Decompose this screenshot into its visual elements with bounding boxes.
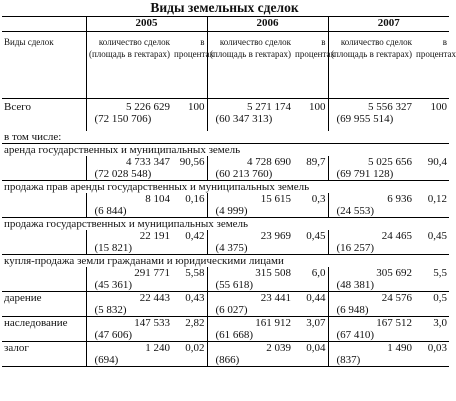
label-spacer — [2, 267, 86, 292]
value-cell-2007 — [328, 230, 414, 255]
table-row — [2, 230, 449, 255]
deal-area: (4 999) — [215, 205, 248, 217]
category-label-row — [2, 144, 449, 157]
deal-area: (6 844) — [94, 205, 127, 217]
deal-pct: 0,03 — [427, 342, 447, 354]
total-pct-2006 — [293, 99, 328, 132]
year-header-2005: 2005 — [86, 17, 207, 32]
deal-count: 5 226 629 — [126, 101, 170, 113]
value-cell-2007 — [328, 193, 414, 218]
table-row — [2, 156, 449, 181]
deal-count: 6 936 — [387, 193, 412, 205]
total-cell-2006 — [207, 99, 293, 132]
deal-area: (47 606) — [94, 329, 133, 341]
value-cell-2005 — [86, 317, 172, 342]
deal-count: 23 441 — [260, 292, 291, 304]
deal-area: (55 618) — [215, 279, 254, 291]
deal-pct: 100 — [430, 101, 447, 113]
category-label-row — [2, 255, 449, 268]
category-label: продажа государственных и муниципальных земель — [4, 218, 249, 230]
value-cell-2006 — [207, 292, 293, 317]
table-row — [2, 317, 449, 342]
deal-pct: 0,5 — [433, 292, 447, 304]
pct-cell-2005 — [172, 230, 207, 255]
deal-pct: 0,43 — [185, 292, 205, 304]
label-spacer — [2, 193, 86, 218]
deal-count: 147 533 — [134, 317, 170, 329]
deal-area: (6 027) — [215, 304, 248, 316]
deal-area: (866) — [215, 354, 240, 366]
deal-pct: 90,56 — [179, 156, 205, 168]
deal-count: 5 025 656 — [368, 156, 412, 168]
value-header-2005: количество сделок (площадь в гектарах) — [86, 32, 172, 99]
deal-area: (15 821) — [94, 242, 133, 254]
pct-cell-2005 — [172, 267, 207, 292]
value-cell-2006 — [207, 156, 293, 181]
deal-pct: 0,42 — [185, 230, 205, 242]
value-cell-2006 — [207, 267, 293, 292]
deal-area: (69 955 514) — [336, 113, 394, 125]
table-row — [2, 267, 449, 292]
deal-pct: 0,3 — [311, 193, 326, 205]
pct-cell-2006 — [293, 193, 328, 218]
value-cell-2005 — [86, 193, 172, 218]
deal-pct: 89,7 — [306, 156, 326, 168]
table-row — [2, 193, 449, 218]
category-label: купля-продажа земли гражданами и юридическими лицами — [4, 255, 284, 267]
value-header-2006: количество сделок (площадь в гектарах) — [207, 32, 293, 99]
value-cell-2007 — [328, 342, 414, 367]
value-cell-2006 — [207, 230, 293, 255]
deal-area: (694) — [94, 354, 119, 366]
pct-header-2005: в процентах — [172, 32, 207, 99]
pct-cell-2005 — [172, 292, 207, 317]
value-cell-2005 — [86, 292, 172, 317]
deal-count: 23 969 — [260, 230, 291, 242]
value-cell-2006 — [207, 342, 293, 367]
deal-area: (5 832) — [94, 304, 127, 316]
deal-count: 161 912 — [255, 317, 291, 329]
deal-pct: 100 — [309, 101, 326, 113]
deal-pct: 0,04 — [306, 342, 326, 354]
document-title: Виды земельных сделок — [150, 0, 299, 15]
table-body — [2, 99, 449, 367]
pct-cell-2007 — [414, 193, 449, 218]
deal-pct: 6,0 — [311, 267, 326, 279]
pct-cell-2006 — [293, 267, 328, 292]
pct-cell-2005 — [172, 342, 207, 367]
category-label: продажа прав аренды государственных и муниципальных земель — [4, 181, 310, 193]
deal-count: 22 191 — [139, 230, 170, 242]
deal-count: 24 576 — [381, 292, 412, 304]
deal-count: 4 728 690 — [247, 156, 291, 168]
pct-cell-2007 — [414, 156, 449, 181]
deal-count: 1 490 — [387, 342, 412, 354]
deal-count: 5 271 174 — [247, 101, 291, 113]
category-label: залог — [2, 342, 86, 367]
pct-cell-2005 — [172, 317, 207, 342]
year-header-blank — [2, 17, 86, 32]
deal-pct: 100 — [188, 101, 205, 113]
category-label-row — [2, 181, 449, 194]
deal-count: 315 508 — [255, 267, 291, 279]
pct-cell-2007 — [414, 292, 449, 317]
deal-pct: 3,07 — [306, 317, 326, 329]
deal-pct: 0,16 — [185, 193, 205, 205]
deal-area: (72 028 548) — [94, 168, 152, 180]
pct-cell-2005 — [172, 193, 207, 218]
deal-count: 8 104 — [145, 193, 170, 205]
pct-cell-2006 — [293, 156, 328, 181]
total-row — [2, 99, 449, 132]
deal-area: (48 381) — [336, 279, 375, 291]
deal-type-header: Виды сделок — [2, 32, 86, 99]
total-label: Всего — [4, 101, 31, 113]
pct-cell-2007 — [414, 342, 449, 367]
deal-pct: 5,58 — [185, 267, 205, 279]
deal-pct: 0,45 — [306, 230, 326, 242]
category-label: аренда государственных и муниципальных земель — [4, 144, 241, 156]
pct-cell-2005 — [172, 156, 207, 181]
deal-count: 291 771 — [134, 267, 170, 279]
pct-cell-2007 — [414, 317, 449, 342]
deal-pct: 0,12 — [427, 193, 447, 205]
deal-count: 2 039 — [266, 342, 291, 354]
deal-area: (72 150 706) — [94, 113, 152, 125]
deal-pct: 0,02 — [185, 342, 205, 354]
deal-pct: 5,5 — [433, 267, 447, 279]
table-row — [2, 342, 449, 367]
table-row — [2, 292, 449, 317]
deal-count: 15 615 — [260, 193, 291, 205]
deal-pct: 3,0 — [433, 317, 447, 329]
deal-area: (24 553) — [336, 205, 375, 217]
value-cell-2005 — [86, 342, 172, 367]
value-cell-2005 — [86, 156, 172, 181]
value-cell-2005 — [86, 230, 172, 255]
pct-cell-2006 — [293, 342, 328, 367]
land-deals-table — [2, 16, 456, 367]
subheader-row — [2, 131, 449, 144]
category-label: наследование — [2, 317, 86, 342]
value-cell-2007 — [328, 317, 414, 342]
pct-cell-2006 — [293, 292, 328, 317]
deal-area: (6 948) — [336, 304, 369, 316]
deal-pct: 2,82 — [185, 317, 205, 329]
pct-cell-2006 — [293, 317, 328, 342]
pct-header-2007: в процентах — [414, 32, 449, 99]
value-header-2007: количество сделок (площадь в гектарах) — [328, 32, 414, 99]
label-spacer — [2, 156, 86, 181]
pct-cell-2006 — [293, 230, 328, 255]
total-cell-2007 — [328, 99, 414, 132]
deal-count: 305 692 — [376, 267, 412, 279]
deal-area: (61 668) — [215, 329, 254, 341]
deal-area: (69 791 128) — [336, 168, 394, 180]
deal-area: (4 375) — [215, 242, 248, 254]
category-label: дарение — [2, 292, 86, 317]
deal-count: 5 556 327 — [368, 101, 412, 113]
label-spacer — [2, 230, 86, 255]
value-cell-2007 — [328, 292, 414, 317]
deal-area: (837) — [336, 354, 361, 366]
deal-area: (60 213 760) — [215, 168, 273, 180]
year-header-2006: 2006 — [207, 17, 328, 32]
deal-count: 167 512 — [376, 317, 412, 329]
value-cell-2006 — [207, 317, 293, 342]
deal-count: 24 465 — [381, 230, 412, 242]
deal-pct: 90,4 — [427, 156, 447, 168]
pct-cell-2007 — [414, 267, 449, 292]
value-cell-2005 — [86, 267, 172, 292]
pct-cell-2007 — [414, 230, 449, 255]
year-header-2007: 2007 — [328, 17, 449, 32]
value-cell-2007 — [328, 267, 414, 292]
total-pct-2007 — [414, 99, 449, 132]
value-cell-2007 — [328, 156, 414, 181]
total-pct-2005 — [172, 99, 207, 132]
deal-area: (45 361) — [94, 279, 133, 291]
subheader-label: в том числе: — [2, 131, 449, 144]
deal-count: 1 240 — [145, 342, 170, 354]
total-cell-2005 — [86, 99, 172, 132]
column-header-row — [2, 32, 449, 99]
deal-count: 4 733 347 — [126, 156, 170, 168]
deal-area: (16 257) — [336, 242, 375, 254]
deal-pct: 0,44 — [306, 292, 326, 304]
year-header-row — [2, 17, 449, 32]
deal-area: (60 347 313) — [215, 113, 273, 125]
value-cell-2006 — [207, 193, 293, 218]
deal-pct: 0,45 — [427, 230, 447, 242]
deal-count: 22 443 — [139, 292, 170, 304]
category-label-row — [2, 218, 449, 231]
deal-area: (67 410) — [336, 329, 375, 341]
pct-header-2006: в процентах — [293, 32, 328, 99]
